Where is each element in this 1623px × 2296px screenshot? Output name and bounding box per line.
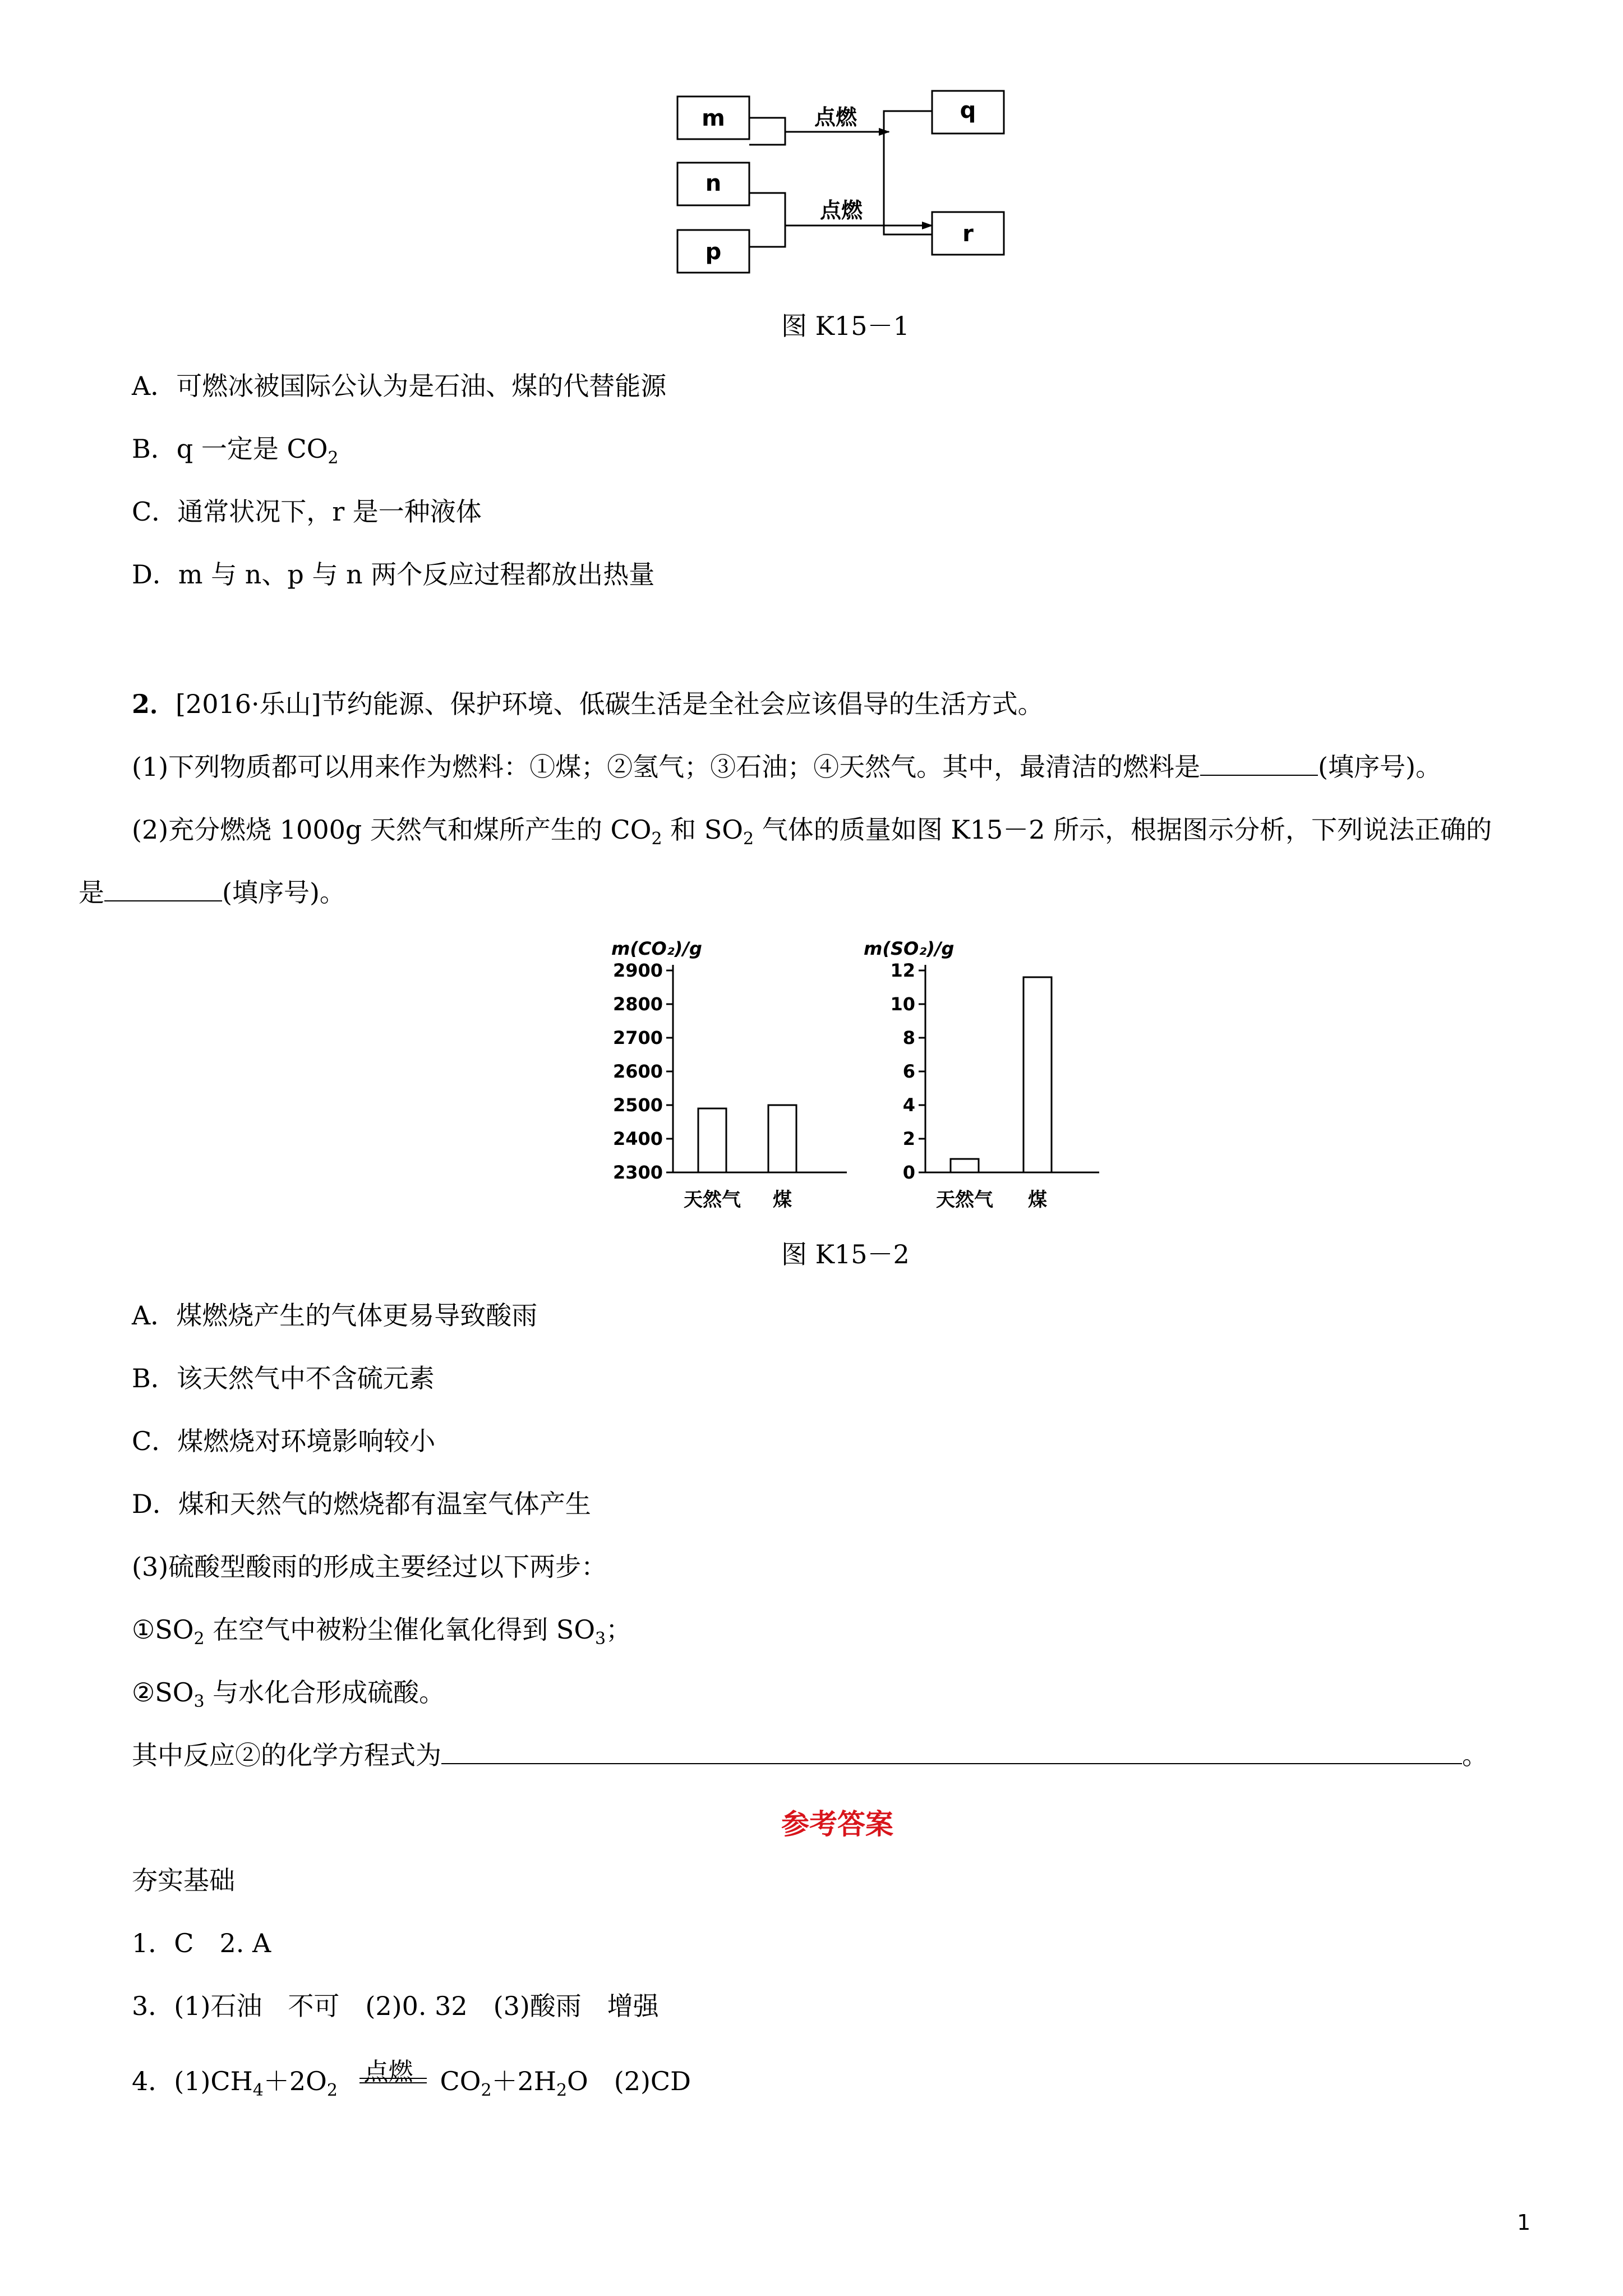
q1-option-a: A．可燃冰被国际公认为是石油、煤的代替能源	[132, 371, 667, 401]
node-r: r	[962, 221, 974, 247]
answers-line-2: 3．(1)石油 不可 (2)0. 32 (3)酸雨 增强	[132, 1991, 659, 2021]
y-tick-label: 2800	[612, 993, 663, 1015]
q2-part2: (2)充分燃烧 1000g 天然气和煤所产生的 $CO_2$ 和 $SO_2$ 气体的质量如图 K15－2 所示，根据图示分析，下列说法正确的	[132, 815, 1492, 849]
q1-option-d: D．m 与 n、p 与 n 两个反应过程都放出热量	[132, 559, 655, 590]
node-n: n	[705, 171, 722, 196]
y-tick-label: 4	[902, 1094, 915, 1116]
q2-option-d: D．煤和天然气的燃烧都有温室气体产生	[132, 1489, 591, 1519]
figure1-caption: 图 K15－1	[781, 311, 910, 341]
y-tick-label: 2700	[612, 1027, 663, 1048]
bar-natural-gas	[951, 1159, 979, 1172]
q2-step2: $②SO_3$ 与水化合形成硫酸。	[132, 1677, 445, 1711]
answer-blank-2	[104, 878, 222, 901]
q2-option-c: C．煤燃烧对环境影响较小	[132, 1426, 436, 1456]
node-p: p	[705, 239, 722, 265]
y-tick-label: 2300	[612, 1162, 663, 1183]
co2-bar-chart	[611, 938, 847, 1211]
q2-step1: $①SO_2$ 在空气中被粉尘催化氧化得到 $SO_3$；	[132, 1614, 632, 1649]
q2-number: 2．	[132, 689, 176, 719]
node-m: m	[702, 105, 725, 131]
q1-option-c: C．通常状况下，r 是一种液体	[132, 496, 482, 527]
q2-part2-cont: 是 (填序号)。	[79, 877, 345, 908]
answers-line-3: 4．$(1)CH_4+2O_2$ 点燃 $CO_2+2H_2O$ (2)CD	[132, 2058, 691, 2100]
y-tick-label: 6	[902, 1061, 915, 1082]
y-tick-label: 2	[902, 1128, 915, 1149]
q2-equation: 其中反应②的化学方程式为 。	[132, 1740, 1488, 1770]
connector-m-n	[749, 118, 785, 145]
y-tick-label: 2500	[612, 1094, 663, 1116]
q2-option-a: A．煤燃烧产生的气体更易导致酸雨	[132, 1300, 538, 1331]
connector-q	[884, 111, 932, 132]
node-q: q	[960, 98, 976, 123]
figure2-caption: 图 K15－2	[781, 1239, 910, 1269]
y-tick-label: 2600	[612, 1061, 663, 1082]
q2-stem: 2．[2016·乐山]节约能源、保护环境、低碳生活是全社会应该倡导的生活方式。	[132, 689, 1044, 719]
answers-title: 参考答案	[781, 1807, 893, 1841]
y-tick-label: 2900	[612, 960, 663, 981]
reaction-diagram	[662, 79, 1032, 292]
answer-blank-1	[1200, 752, 1318, 776]
y-tick-label: 8	[902, 1027, 915, 1048]
q2-part3: (3)硫酸型酸雨的形成主要经过以下两步：	[132, 1552, 607, 1582]
y-tick-label: 12	[890, 960, 915, 981]
category-label: 天然气	[936, 1189, 993, 1211]
answers-line-1: 1．C 2. A	[132, 1928, 271, 1958]
page-number: 1	[1517, 2210, 1531, 2235]
q2-option-b: B．该天然气中不含硫元素	[132, 1363, 435, 1393]
category-label: 煤	[1028, 1189, 1047, 1211]
y-axis-title: m(SO₂)/g	[864, 938, 955, 959]
bar-natural-gas	[698, 1108, 726, 1172]
edge-label-bottom: 点燃	[819, 198, 863, 223]
y-tick-label: 10	[890, 993, 915, 1015]
category-label: 天然气	[684, 1189, 741, 1211]
category-label: 煤	[773, 1189, 792, 1211]
y-tick-label: 0	[902, 1162, 915, 1183]
y-axis-title: m(CO₂)/g	[611, 938, 702, 959]
connector-n-p	[749, 193, 785, 247]
answer-blank-3	[441, 1741, 1462, 1764]
bar-coal	[1023, 977, 1052, 1172]
q2-part1: (1)下列物质都可以用来作为燃料：①煤；②氢气；③石油；④天然气。其中，最清洁的燃料是 (填序号)。	[132, 752, 1442, 782]
bar-coal	[768, 1105, 796, 1172]
so2-bar-chart	[864, 938, 1099, 1211]
q1-option-b: B．q 一定是 $CO_2$	[132, 434, 339, 468]
emissions-bar-charts	[583, 931, 1122, 1223]
edge-label-top: 点燃	[814, 105, 857, 130]
y-tick-label: 2400	[612, 1128, 663, 1149]
connector-r	[884, 132, 932, 234]
answers-section: 夯实基础	[132, 1865, 235, 1895]
